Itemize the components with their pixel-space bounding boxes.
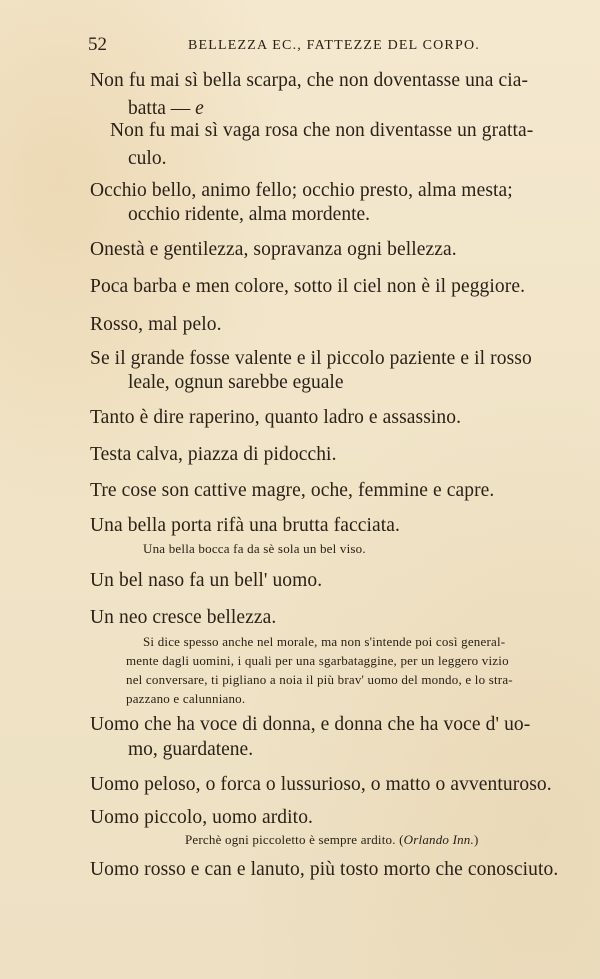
proverb-line: Rosso, mal pelo. (90, 314, 222, 335)
running-head: BELLEZZA EC., FATTEZZE DEL CORPO. (188, 38, 480, 53)
proverb-continuation: leale, ognun sarebbe eguale (128, 372, 344, 393)
proverb-line: Un neo cresce bellezza. (90, 607, 277, 628)
proverb-continuation: occhio ridente, alma mordente. (128, 204, 371, 225)
proverb-line: Uomo peloso, o forca o lussurioso, o matto o avventuroso. (90, 774, 552, 795)
proverb-line: Tanto è dire raperino, quanto ladro e assassino. (90, 407, 462, 428)
proverb-line: Uomo rosso e can e lanuto, più tosto morto che conosciuto. (90, 859, 559, 880)
proverb-note (185, 832, 478, 848)
proverb-note: nel conversare, ti pigliano a noia il più brav' uomo del mondo, e lo stra- (126, 672, 513, 687)
proverb-line: Un bel naso fa un bell' uomo. (90, 570, 323, 591)
proverb-note: pazzano e calunniano. (126, 691, 246, 706)
proverb-continuation (128, 98, 204, 120)
proverb-line: Uomo piccolo, uomo ardito. (90, 807, 314, 828)
proverb-line: Non fu mai sì bella scarpa, che non doventasse una cia- (90, 70, 529, 91)
proverb-line: Testa calva, piazza di pidocchi. (90, 444, 337, 465)
conjunction: e (195, 98, 204, 119)
proverb-continuation: mo, guardatene. (128, 739, 254, 760)
proverb-line: Se il grande fosse valente e il piccolo paziente e il rosso (90, 348, 532, 369)
citation: Orlando Inn. (403, 832, 474, 847)
proverb-line: Onestà e gentilezza, sopravanza ogni bellezza. (90, 239, 457, 260)
proverb-line: Uomo che ha voce di donna, e donna che ha voce d' uo- (90, 714, 531, 735)
proverb-line: Non fu mai sì vaga rosa che non diventasse un gratta- (110, 120, 534, 141)
proverb-line: Occhio bello, animo fello; occhio presto, alma mesta; (90, 180, 513, 201)
proverb-line: Tre cose son cattive magre, oche, femmine e capre. (90, 480, 495, 501)
note-text: Perchè ogni piccoletto è sempre ardito. ( (185, 832, 404, 847)
note-text: ) (473, 832, 479, 847)
proverb-continuation: culo. (128, 148, 167, 169)
proverb-note: mente dagli uomini, i quali per una sgarbataggine, per un leggero vizio (126, 653, 509, 668)
proverb-note: Una bella bocca fa da sè sola un bel viso. (143, 541, 366, 556)
proverb-note: Si dice spesso anche nel morale, ma non s'intende poi così general- (143, 634, 506, 649)
proverb-line: Poca barba e men colore, sotto il ciel non è il peggiore. (90, 276, 526, 297)
proverb-fragment: batta — (128, 98, 191, 119)
page-number: 52 (88, 34, 107, 55)
proverb-line: Una bella porta rifà una brutta facciata. (90, 515, 400, 536)
